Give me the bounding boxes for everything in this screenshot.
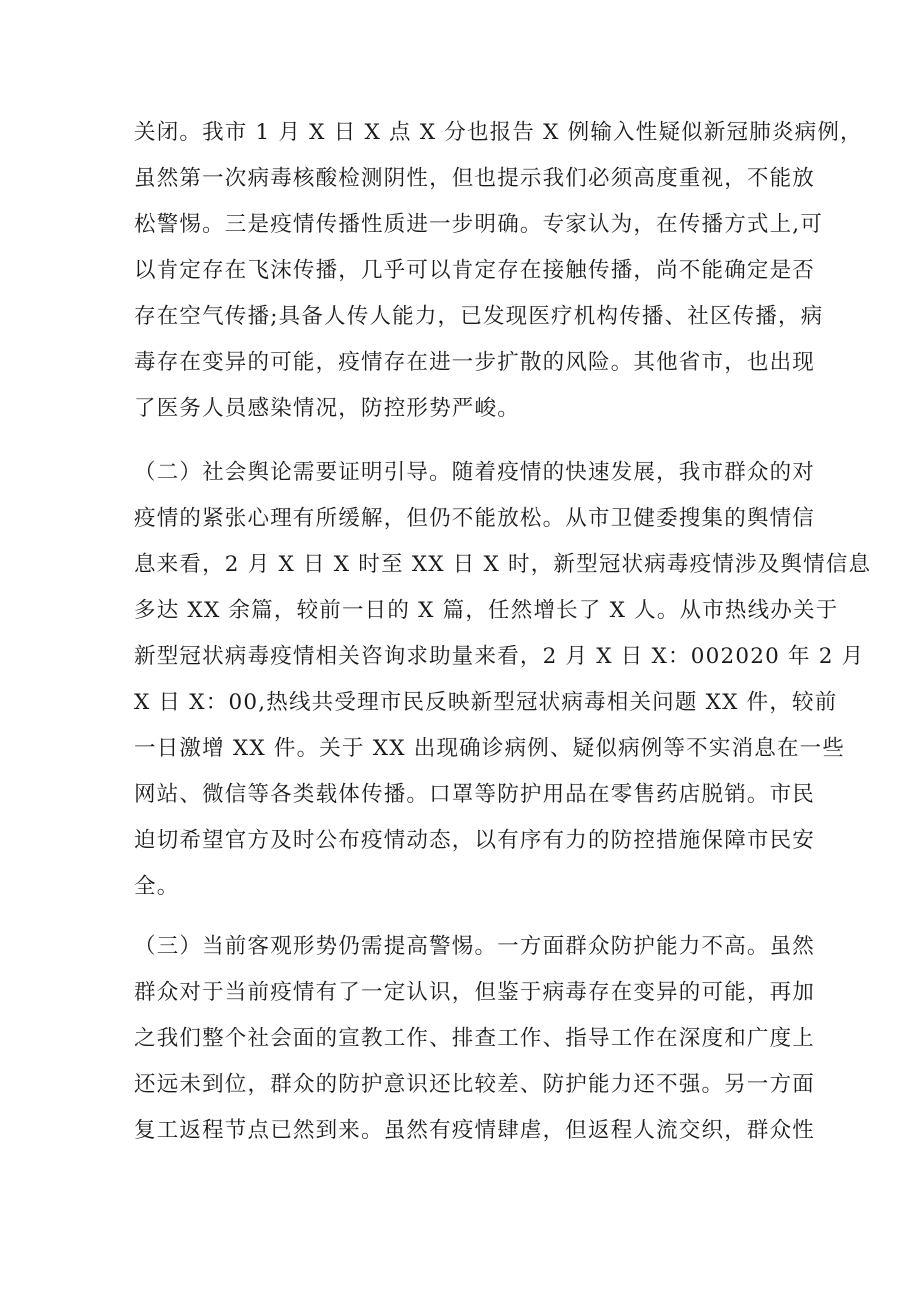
- text-line: 群众对于当前疫情有了一定认识，但鉴于病毒存在变异的可能，再加: [134, 980, 816, 1005]
- text-line: 网站、微信等各类载体传播。口罩等防护用品在零售药店脱销。市民: [134, 782, 816, 807]
- text-line: 之我们整个社会面的宣教工作、排查工作、指导工作在深度和广度上: [134, 1026, 816, 1051]
- text-line: 息来看，2 月 X 日 X 时至 XX 日 X 时，新型冠状病毒疫情涉及舆情信息: [134, 552, 872, 577]
- text-line: 以肯定存在飞沫传播，几乎可以肯定存在接触传播，尚不能确定是否: [134, 258, 816, 283]
- text-line: 还远未到位，群众的防护意识还比较差、防护能力还不强。另一方面: [134, 1072, 816, 1097]
- text-line: 全。: [134, 874, 180, 899]
- section-heading-line: （三）当前客观形势仍需提高警惕。一方面群众防护能力不高。虽然: [134, 934, 816, 959]
- text-line: 虽然第一次病毒核酸检测阴性，但也提示我们必须高度重视，不能放: [134, 166, 816, 191]
- text-line: 松警惕。三是疫情传播性质进一步明确。专家认为，在传播方式上,可: [134, 212, 824, 237]
- text-line: 多达 XX 余篇，较前一日的 X 篇，任然增长了 X 人。从市热线办关于: [134, 598, 839, 623]
- text-line: 关闭。我市 1 月 X 日 X 点 X 分也报告 X 例输入性疑似新冠肺炎病例，: [134, 120, 863, 145]
- text-line: 存在空气传播;具备人传人能力，已发现医疗机构传播、社区传播，病: [134, 304, 824, 329]
- text-line: 疫情的紧张心理有所缓解，但仍不能放松。从市卫健委搜集的舆情信: [134, 506, 816, 531]
- text-line: X 日 X：00,热线共受理市民反映新型冠状病毒相关问题 XX 件，较前: [134, 690, 838, 715]
- section-heading-line: （二）社会舆论需要证明引导。随着疫情的快速发展，我市群众的对: [134, 460, 816, 485]
- text-line: 毒存在变异的可能，疫情存在进一步扩散的风险。其他省市，也出现: [134, 350, 816, 375]
- text-line: 复工返程节点已然到来。虽然有疫情肆虐，但返程人流交织，群众性: [134, 1118, 816, 1143]
- text-line: 一日激增 XX 件。关于 XX 出现确诊病例、疑似病例等不实消息在一些: [134, 736, 846, 761]
- text-line: 迫切希望官方及时公布疫情动态，以有序有力的防控措施保障市民安: [134, 828, 816, 853]
- text-line: 新型冠状病毒疫情相关咨询求助量来看，2 月 X 日 X：002020 年 2 月: [134, 644, 865, 669]
- text-line: 了医务人员感染情况，防控形势严峻。: [134, 396, 520, 421]
